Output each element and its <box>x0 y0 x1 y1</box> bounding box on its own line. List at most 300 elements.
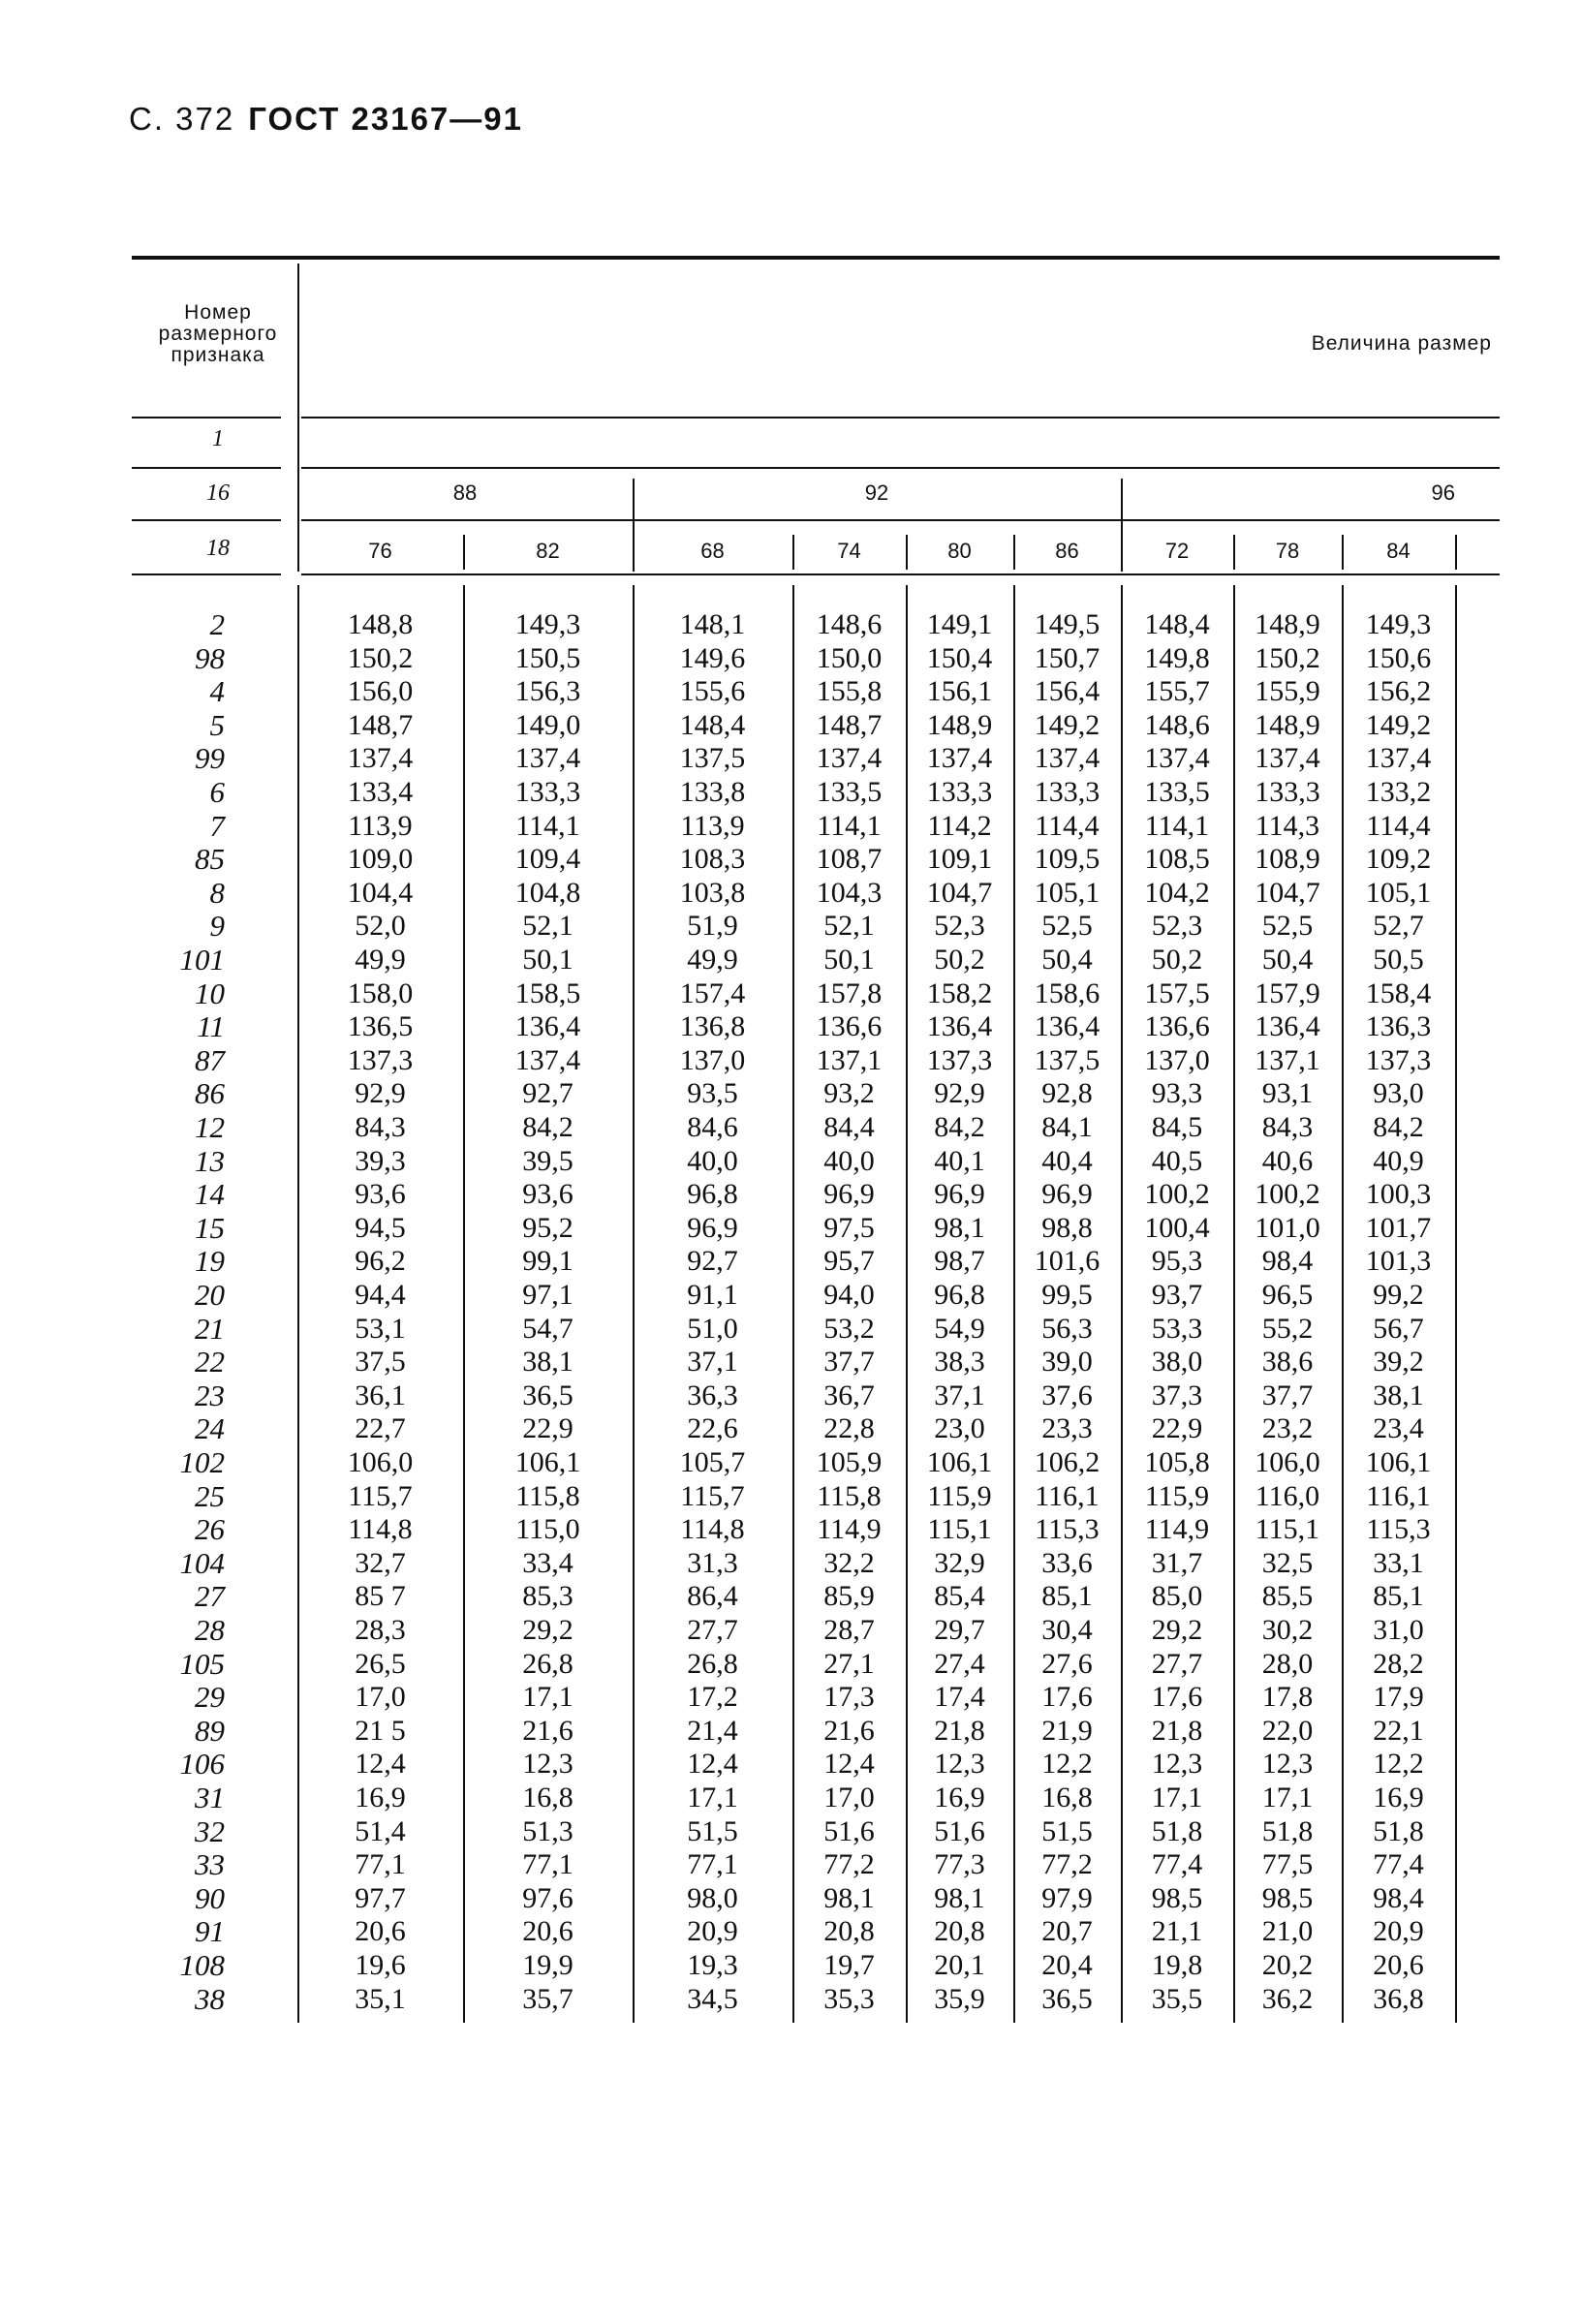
table-cell: 93,2 <box>823 1077 875 1109</box>
table-cell: 133,3 <box>1255 776 1320 808</box>
table-cell: 133,2 <box>1365 776 1432 808</box>
table-cell: 20,9 <box>687 1915 738 1947</box>
table-cell: 158,2 <box>926 977 993 1009</box>
table-cell: 27,7 <box>1151 1648 1203 1680</box>
table-cell: 33,4 <box>522 1547 574 1579</box>
table-cell: 53,1 <box>355 1313 406 1345</box>
table-cell: 150,7 <box>1034 642 1100 674</box>
row-number: 13 <box>195 1144 225 1178</box>
table-cell: 98,8 <box>1041 1212 1093 1244</box>
table-cell: 106,0 <box>347 1446 414 1478</box>
table-cell: 149,2 <box>1034 709 1100 741</box>
table-cell: 95,3 <box>1151 1245 1203 1277</box>
table-cell: 84,2 <box>1373 1111 1424 1143</box>
row-number: 32 <box>195 1814 225 1848</box>
table-cell: 149,8 <box>1144 642 1210 674</box>
row-number: 27 <box>195 1579 225 1613</box>
table-cell: 115,9 <box>1144 1480 1210 1512</box>
table-cell: 137,0 <box>1144 1044 1210 1076</box>
table-cell: 77,4 <box>1373 1848 1424 1880</box>
table-cell: 12,3 <box>522 1748 574 1780</box>
table-cell: 35,7 <box>522 1983 574 2015</box>
table-cell: 96,8 <box>687 1178 738 1210</box>
table-cell: 84,5 <box>1151 1111 1203 1143</box>
table-cell: 20,9 <box>1373 1915 1424 1947</box>
table-cell: 137,5 <box>679 742 746 774</box>
table-cell: 20,6 <box>522 1915 574 1947</box>
row-number: 24 <box>195 1411 225 1445</box>
row-number: 14 <box>195 1177 225 1211</box>
row-number: 29 <box>195 1680 225 1714</box>
table-cell: 16,9 <box>934 1782 985 1813</box>
row-number: 26 <box>195 1512 225 1546</box>
table-cell: 38,6 <box>1261 1346 1314 1378</box>
table-cell: 21,8 <box>934 1715 985 1747</box>
column-header-label: Величина размер <box>1311 332 1492 355</box>
table-cell: 149,0 <box>514 709 581 741</box>
table-cell: 95,2 <box>522 1212 574 1244</box>
table-cell: 115,9 <box>927 1480 992 1512</box>
table-cell: 99,5 <box>1041 1279 1093 1311</box>
table-cell: 12,3 <box>934 1748 985 1780</box>
table-cell: 137,4 <box>514 742 581 774</box>
table-cell: 115,7 <box>348 1480 413 1512</box>
table-cell: 21,6 <box>823 1715 875 1747</box>
table-cell: 109,2 <box>1365 843 1432 875</box>
header-rule <box>301 573 1500 575</box>
table-cell: 98,4 <box>1373 1882 1424 1914</box>
table-cell: 93,6 <box>522 1178 574 1210</box>
table-cell: 38,3 <box>934 1346 985 1378</box>
subcolumn-divider <box>906 535 908 570</box>
table-cell: 114,4 <box>1035 810 1100 842</box>
table-cell: 137,3 <box>926 1044 993 1076</box>
table-cell: 158,6 <box>1034 977 1100 1009</box>
table-cell: 17,6 <box>1041 1681 1093 1713</box>
top-rule <box>132 256 1500 260</box>
row-number: 87 <box>195 1043 225 1077</box>
table-cell: 26,8 <box>687 1648 738 1680</box>
table-cell: 108,5 <box>1144 843 1210 875</box>
row-number: 12 <box>195 1110 225 1144</box>
table-cell: 52,1 <box>522 910 574 942</box>
table-cell: 36,1 <box>355 1379 406 1411</box>
table-cell: 17,1 <box>1261 1782 1314 1813</box>
table-cell: 96,9 <box>1041 1178 1093 1210</box>
table-cell: 37,5 <box>355 1346 406 1378</box>
table-cell: 95,7 <box>823 1245 875 1277</box>
row-number: 99 <box>195 741 225 775</box>
table-cell: 38,1 <box>522 1346 574 1378</box>
table-cell: 158,5 <box>514 977 581 1009</box>
table-cell: 17,0 <box>823 1782 875 1813</box>
table-cell: 96,2 <box>355 1245 406 1277</box>
table-cell: 34,5 <box>687 1983 738 2015</box>
table-cell: 92,7 <box>522 1077 574 1109</box>
table-cell: 77,4 <box>1151 1848 1203 1880</box>
table-cell: 96,9 <box>687 1212 738 1244</box>
row-number: 19 <box>195 1244 225 1278</box>
table-cell: 148,9 <box>926 709 993 741</box>
table-cell: 84,4 <box>823 1111 875 1143</box>
table-cell: 12,3 <box>1261 1748 1314 1780</box>
table-cell: 137,1 <box>816 1044 883 1076</box>
table-cell: 23,2 <box>1261 1412 1314 1444</box>
table-cell: 12,2 <box>1373 1748 1424 1780</box>
table-cell: 12,4 <box>687 1748 738 1780</box>
table-cell: 17,8 <box>1261 1681 1314 1713</box>
table-cell: 156,1 <box>926 675 993 707</box>
table-cell: 157,9 <box>1255 977 1320 1009</box>
table-cell: 51,0 <box>687 1313 738 1345</box>
table-cell: 137,4 <box>1365 742 1432 774</box>
table-cell: 114,4 <box>1366 810 1431 842</box>
table-cell: 37,7 <box>823 1346 875 1378</box>
table-cell: 36,3 <box>687 1379 738 1411</box>
table-cell: 22,6 <box>687 1412 738 1444</box>
subcolumn-divider <box>1455 535 1457 570</box>
table-cell: 35,5 <box>1151 1983 1203 2015</box>
table-cell: 26,5 <box>355 1648 406 1680</box>
table-cell: 50,4 <box>1261 944 1314 976</box>
table-cell: 115,8 <box>817 1480 882 1512</box>
table-cell: 22,8 <box>823 1412 875 1444</box>
table-cell: 31,7 <box>1151 1547 1203 1579</box>
subcolumn-label: 86 <box>1055 539 1079 563</box>
table-cell: 22,7 <box>355 1412 406 1444</box>
table-cell: 116,0 <box>1255 1480 1320 1512</box>
table-cell: 20,8 <box>823 1915 875 1947</box>
param-label-18: 18 <box>206 536 230 561</box>
table-cell: 21,8 <box>1151 1715 1203 1747</box>
table-cell: 17,1 <box>1151 1782 1203 1813</box>
table-cell: 16,8 <box>522 1782 574 1813</box>
table-cell: 136,4 <box>1034 1010 1100 1042</box>
table-cell: 137,3 <box>347 1044 414 1076</box>
row-number: 4 <box>209 674 225 708</box>
param-label-16: 16 <box>206 480 230 506</box>
row-number: 22 <box>195 1345 225 1379</box>
table-cell: 114,3 <box>1255 810 1320 842</box>
table-cell: 36,8 <box>1373 1983 1424 2015</box>
table-cell: 149,3 <box>514 608 581 640</box>
table-cell: 77,5 <box>1261 1848 1314 1880</box>
table-cell: 101,7 <box>1365 1212 1432 1244</box>
table-cell: 77,1 <box>687 1848 738 1880</box>
table-cell: 19,6 <box>355 1949 406 1981</box>
table-cell: 96,8 <box>934 1279 985 1311</box>
table-cell: 155,9 <box>1255 675 1320 707</box>
table-cell: 27,4 <box>934 1648 985 1680</box>
table-cell: 148,7 <box>347 709 414 741</box>
table-cell: 40,6 <box>1261 1145 1314 1177</box>
table-cell: 148,4 <box>679 709 746 741</box>
table-cell: 92,9 <box>934 1077 985 1109</box>
table-cell: 105,1 <box>1365 877 1432 909</box>
table-cell: 93,5 <box>687 1077 738 1109</box>
table-cell: 98,1 <box>823 1882 875 1914</box>
table-cell: 26,8 <box>522 1648 574 1680</box>
group-label: 96 <box>1431 480 1455 505</box>
row-number: 108 <box>179 1948 225 1982</box>
table-cell: 137,4 <box>1255 742 1320 774</box>
table-cell: 108,7 <box>816 843 883 875</box>
table-cell: 100,2 <box>1255 1178 1320 1210</box>
subcolumn-divider <box>463 535 465 570</box>
row-number: 8 <box>209 876 225 910</box>
table-cell: 39,5 <box>522 1145 574 1177</box>
table-cell: 23,0 <box>934 1412 985 1444</box>
table-cell: 104,4 <box>347 877 414 909</box>
table-cell: 98,0 <box>687 1882 738 1914</box>
table-cell: 52,5 <box>1261 910 1314 942</box>
table-cell: 17,6 <box>1151 1681 1203 1713</box>
table-cell: 137,1 <box>1255 1044 1320 1076</box>
table-cell: 40,0 <box>687 1145 738 1177</box>
table-cell: 52,3 <box>934 910 985 942</box>
table-cell: 150,2 <box>1255 642 1320 674</box>
table-cell: 52,7 <box>1373 910 1424 942</box>
table-cell: 20,4 <box>1041 1949 1093 1981</box>
table-cell: 30,4 <box>1041 1614 1093 1646</box>
table-cell: 35,3 <box>823 1983 875 2015</box>
row-number: 31 <box>195 1781 225 1814</box>
table-cell: 19,7 <box>823 1949 875 1981</box>
table-cell: 136,4 <box>926 1010 993 1042</box>
table-cell: 37,7 <box>1261 1379 1314 1411</box>
table-cell: 17,3 <box>823 1681 875 1713</box>
table-cell: 150,5 <box>514 642 581 674</box>
table-cell: 97,9 <box>1041 1882 1093 1914</box>
table-cell: 23,4 <box>1373 1412 1424 1444</box>
table-cell: 19,8 <box>1151 1949 1203 1981</box>
table-cell: 54,7 <box>522 1313 574 1345</box>
table-cell: 77,2 <box>1041 1848 1093 1880</box>
table-cell: 86,4 <box>687 1580 738 1612</box>
row-number: 33 <box>195 1847 225 1881</box>
table-cell: 51,8 <box>1373 1815 1424 1847</box>
row-number: 102 <box>179 1445 225 1479</box>
table-cell: 37,1 <box>687 1346 738 1378</box>
table-cell: 133,5 <box>1144 776 1210 808</box>
table-cell: 114,8 <box>680 1513 745 1545</box>
table-cell: 27,1 <box>823 1648 875 1680</box>
table-cell: 28,7 <box>823 1614 875 1646</box>
table-cell: 94,0 <box>823 1279 875 1311</box>
table-cell: 51,5 <box>1041 1815 1093 1847</box>
subcolumn-divider <box>1233 535 1235 570</box>
table-cell: 133,3 <box>1034 776 1100 808</box>
table-cell: 99,2 <box>1373 1279 1424 1311</box>
row-number: 21 <box>195 1312 225 1346</box>
table-cell: 85,9 <box>823 1580 875 1612</box>
table-cell: 155,6 <box>679 675 746 707</box>
table-cell: 101,0 <box>1255 1212 1320 1244</box>
table-cell: 21,6 <box>522 1715 574 1747</box>
table-cell: 29,7 <box>934 1614 985 1646</box>
table-cell: 51,9 <box>687 910 738 942</box>
table-cell: 101,6 <box>1034 1245 1100 1277</box>
table-cell: 105,9 <box>816 1446 883 1478</box>
table-cell: 149,6 <box>679 642 746 674</box>
table-cell: 50,4 <box>1041 944 1093 976</box>
table-cell: 17,4 <box>934 1681 985 1713</box>
table-cell: 133,3 <box>926 776 993 808</box>
table-cell: 92,8 <box>1041 1077 1093 1109</box>
label-rule <box>132 417 281 418</box>
table-cell: 52,0 <box>355 910 406 942</box>
table-cell: 92,9 <box>355 1077 406 1109</box>
table-cell: 53,3 <box>1151 1313 1203 1345</box>
table-cell: 37,6 <box>1041 1379 1093 1411</box>
table-cell: 36,5 <box>1041 1983 1093 2015</box>
table-cell: 30,2 <box>1261 1614 1314 1646</box>
subcolumn-label: 78 <box>1275 539 1300 563</box>
table-cell: 96,5 <box>1261 1279 1314 1311</box>
row-number: 20 <box>195 1278 225 1312</box>
table-cell: 98,4 <box>1261 1245 1314 1277</box>
table-cell: 16,9 <box>1373 1782 1424 1813</box>
table-cell: 55,2 <box>1261 1313 1314 1345</box>
table-cell: 101,3 <box>1365 1245 1432 1277</box>
table-cell: 97,7 <box>355 1882 406 1914</box>
table-cell: 33,6 <box>1041 1547 1093 1579</box>
table-cell: 136,5 <box>347 1010 414 1042</box>
table-cell: 32,9 <box>934 1547 985 1579</box>
table-cell: 92,7 <box>687 1245 738 1277</box>
subcolumn-label: 76 <box>368 539 392 563</box>
table-cell: 31,0 <box>1373 1614 1424 1646</box>
row-number: 89 <box>195 1714 225 1748</box>
table-cell: 17,2 <box>687 1681 738 1713</box>
table-cell: 21,1 <box>1151 1915 1203 1947</box>
table-cell: 77,1 <box>522 1848 574 1880</box>
table-cell: 148,7 <box>816 709 883 741</box>
table-cell: 104,7 <box>926 877 993 909</box>
table-cell: 104,7 <box>1255 877 1320 909</box>
row-number: 98 <box>195 641 225 675</box>
table-cell: 37,1 <box>934 1379 985 1411</box>
header-divider <box>297 263 299 572</box>
table-cell: 77,2 <box>823 1848 875 1880</box>
table-cell: 19,9 <box>522 1949 574 1981</box>
table-cell: 98,1 <box>934 1212 985 1244</box>
table-cell: 156,4 <box>1034 675 1100 707</box>
table-cell: 40,0 <box>823 1145 875 1177</box>
table-cell: 77,3 <box>934 1848 985 1880</box>
table-cell: 53,2 <box>823 1313 875 1345</box>
table-cell: 137,4 <box>1034 742 1100 774</box>
table-cell: 51,3 <box>522 1815 574 1847</box>
table-cell: 16,8 <box>1041 1782 1093 1813</box>
label-rule <box>132 519 281 521</box>
table-cell: 114,1 <box>515 810 580 842</box>
table-cell: 137,4 <box>1144 742 1210 774</box>
table-cell: 157,5 <box>1144 977 1210 1009</box>
table-cell: 50,2 <box>934 944 985 976</box>
table-cell: 148,1 <box>679 608 746 640</box>
table-cell: 17,1 <box>687 1782 738 1813</box>
table-cell: 84,6 <box>687 1111 738 1143</box>
table-cell: 28,3 <box>355 1614 406 1646</box>
table-cell: 31,3 <box>687 1547 738 1579</box>
table-cell: 108,3 <box>679 843 746 875</box>
table-cell: 97,1 <box>522 1279 574 1311</box>
table-cell: 148,8 <box>347 608 414 640</box>
table-cell: 22,9 <box>522 1412 574 1444</box>
table-cell: 85,4 <box>934 1580 985 1612</box>
page-header <box>129 101 523 138</box>
table-cell: 20,6 <box>355 1915 406 1947</box>
table-cell: 52,3 <box>1151 910 1203 942</box>
table-cell: 109,4 <box>514 843 581 875</box>
subcolumn-label: 72 <box>1164 539 1190 563</box>
table-cell: 52,5 <box>1041 910 1093 942</box>
subcolumn-label: 68 <box>700 539 725 563</box>
subcolumn-divider <box>792 535 794 570</box>
subcolumn-divider <box>1013 535 1015 570</box>
table-cell: 114,1 <box>1144 810 1210 842</box>
table-cell: 137,4 <box>514 1044 581 1076</box>
subcolumn-label: 74 <box>837 539 861 563</box>
table-cell: 148,6 <box>816 608 883 640</box>
table-cell: 106,2 <box>1034 1446 1100 1478</box>
table-cell: 56,7 <box>1373 1313 1424 1345</box>
table-cell: 148,9 <box>1255 608 1320 640</box>
table-cell: 137,0 <box>679 1044 746 1076</box>
table-cell: 85 7 <box>355 1580 406 1612</box>
row-number: 6 <box>209 775 225 809</box>
row-number: 104 <box>179 1546 225 1580</box>
table-cell: 20,1 <box>934 1949 985 1981</box>
table-cell: 106,0 <box>1255 1446 1320 1478</box>
table-cell: 51,4 <box>355 1815 406 1847</box>
table-cell: 156,3 <box>514 675 581 707</box>
table-cell: 29,2 <box>522 1614 574 1646</box>
table-cell: 158,4 <box>1365 977 1432 1009</box>
table-cell: 133,4 <box>347 776 414 808</box>
table-cell: 36,2 <box>1261 1983 1314 2015</box>
body-column-rule <box>1455 585 1457 2023</box>
table-cell: 103,8 <box>679 877 746 909</box>
table-cell: 12,4 <box>355 1748 406 1780</box>
table-cell: 50,5 <box>1373 944 1424 976</box>
table-cell: 109,0 <box>347 843 414 875</box>
table-cell: 150,4 <box>926 642 993 674</box>
table-cell: 33,1 <box>1373 1547 1424 1579</box>
table-cell: 16,9 <box>355 1782 406 1813</box>
table-cell: 85,1 <box>1373 1580 1424 1612</box>
table-cell: 54,9 <box>934 1313 985 1345</box>
table-cell: 50,1 <box>823 944 875 976</box>
table-cell: 12,4 <box>823 1748 875 1780</box>
table-cell: 52,1 <box>823 910 875 942</box>
table-cell: 98,7 <box>934 1245 985 1277</box>
table-cell: 104,3 <box>816 877 883 909</box>
row-number: 38 <box>195 1982 225 2016</box>
table-cell: 49,9 <box>355 944 406 976</box>
table-cell: 157,8 <box>816 977 883 1009</box>
table-cell: 148,6 <box>1144 709 1210 741</box>
table-cell: 23,3 <box>1041 1412 1093 1444</box>
table-cell: 98,5 <box>1261 1882 1314 1914</box>
row-number: 10 <box>195 976 225 1010</box>
page-number: С. 372 <box>129 101 235 137</box>
table-cell: 37,3 <box>1151 1379 1203 1411</box>
header-rule <box>301 519 1500 521</box>
subcolumn-label: 84 <box>1386 539 1410 563</box>
table-cell: 20,2 <box>1261 1949 1314 1981</box>
